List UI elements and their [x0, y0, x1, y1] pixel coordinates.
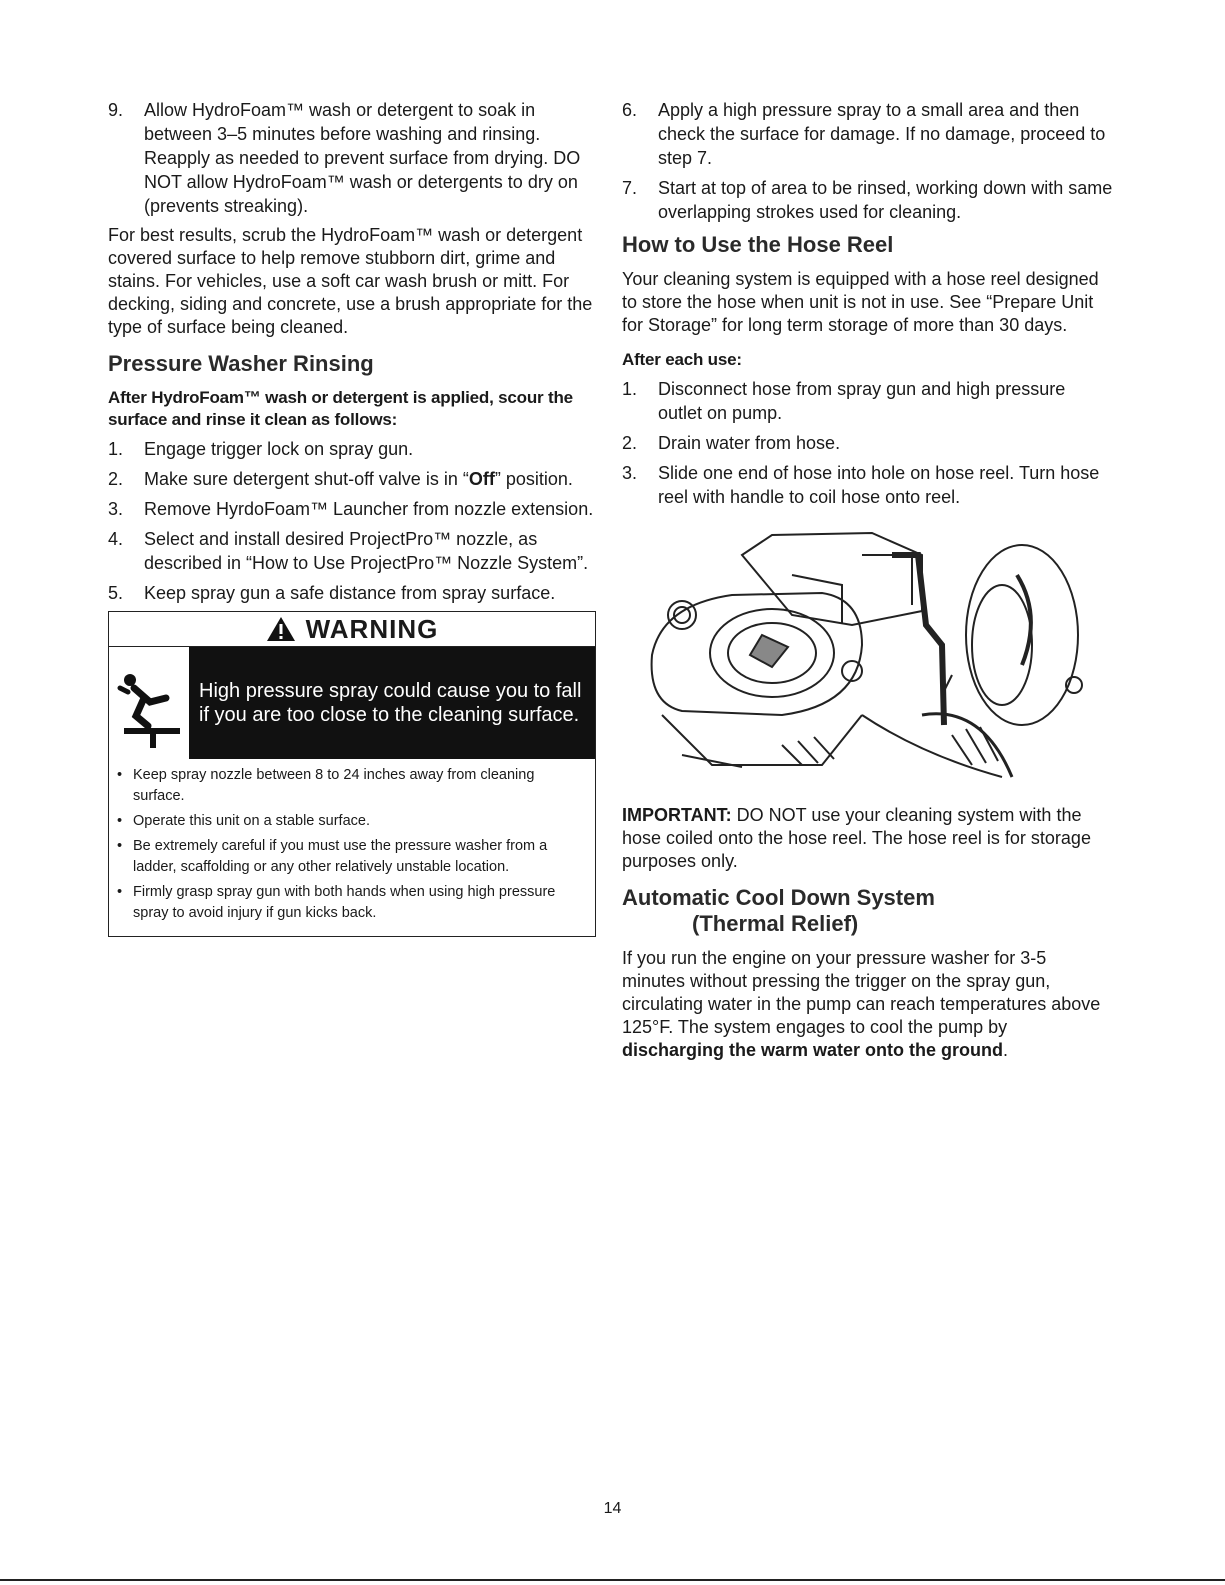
- rinse-step-4: [108, 527, 596, 575]
- step-text: Select and install desired ProjectPro™ nozzle, as described in “How to Use ProjectPro™ Nozzle System”.: [144, 529, 589, 573]
- step-number: 2.: [622, 433, 638, 453]
- rinse-step-2: [108, 467, 596, 491]
- off-label: Off: [468, 469, 495, 489]
- warning-bullet: • Firmly grasp spray gun with both hands when using high pressure spray to avoid injury if gun kicks back.: [117, 882, 585, 924]
- step-number: 2.: [108, 469, 124, 489]
- best-results-paragraph: For best results, scrub the HydroFoam™ wash or detergent covered surface to help remove stubborn dirt, grime and stains. For vehicles, use a soft car wash brush or mitt. For decking, siding and concrete, use a brush appropriate for the type of surface being cleaned.: [108, 225, 593, 337]
- step-number: 3.: [622, 463, 638, 483]
- rinse-step-1: [108, 437, 596, 461]
- step-text-after: ” position.: [494, 469, 573, 489]
- warning-message-line-1: High pressure spray could cause you to fall: [199, 680, 582, 702]
- step-number: 6.: [622, 100, 638, 120]
- cool-down-heading-line-1: Automatic Cool Down System: [622, 885, 935, 910]
- important-note: [622, 804, 1114, 873]
- important-label: IMPORTANT:: [622, 805, 732, 825]
- warning-message: [189, 679, 581, 727]
- falling-person-icon: [109, 647, 189, 759]
- rinsing-intro: After HydroFoam™ wash or detergent is applied, scour the surface and rinse it clean as follows:: [108, 388, 573, 429]
- cool-down-end: .: [1003, 1040, 1009, 1060]
- warning-box: [108, 611, 596, 937]
- page-number: 14: [603, 1500, 622, 1517]
- cool-down-bold-text: discharging the warm water onto the ground: [622, 1040, 1004, 1060]
- warning-title: WARNING: [305, 613, 439, 644]
- step-text: Disconnect hose from spray gun and high pressure outlet on pump.: [658, 379, 1066, 423]
- step-number: 7.: [622, 178, 638, 198]
- warning-bullet-text: Be extremely careful if you must use the pressure washer from a ladder, scaffolding or any other relatively unstable location.: [133, 838, 548, 875]
- hose-step-1: [622, 377, 1114, 425]
- cool-down-paragraph: [622, 947, 1114, 1062]
- rinse-step-6: [622, 98, 1114, 170]
- step-number: 1.: [108, 439, 124, 459]
- warning-bullet-text: Firmly grasp spray gun with both hands when using high pressure spray to avoid injury if gun kicks back.: [133, 884, 556, 921]
- warning-bullet: • Operate this unit on a stable surface.: [117, 811, 585, 832]
- step-number: 9.: [108, 100, 124, 120]
- warning-title-bar: [109, 612, 595, 647]
- bottom-rule: [0, 1579, 1225, 1581]
- after-each-use-label: After each use:: [622, 350, 742, 369]
- step-number: 3.: [108, 499, 124, 519]
- step-number: 4.: [108, 529, 124, 549]
- step-text: Allow HydroFoam™ wash or detergent to soak in between 3–5 minutes before washing and rinsing. Reapply as needed to prevent surface from drying. DO NOT allow HydroFoam™ wash or detergents to dry on (prevents streaking).: [144, 100, 581, 216]
- warning-list: [109, 759, 595, 936]
- rinse-step-3: [108, 497, 596, 521]
- cool-down-heading: [622, 885, 1114, 937]
- cool-down-text: If you run the engine on your pressure washer for 3-5 minutes without pressing the trigger on the spray gun, circulating water in the pump can reach temperatures above 125°F. The system engages to cool the pump by: [622, 948, 1101, 1037]
- warning-message-line-2: if you are too close to the cleaning surface.: [199, 704, 580, 726]
- rinsing-heading: Pressure Washer Rinsing: [108, 351, 374, 376]
- cool-down-heading-line-2: (Thermal Relief): [692, 911, 859, 936]
- important-text: DO NOT use your cleaning system with the hose coiled onto the hose reel. The hose reel is for storage purposes only.: [622, 805, 1091, 871]
- step-number: 1.: [622, 379, 638, 399]
- warning-bullet-text: Operate this unit on a stable surface.: [133, 813, 370, 829]
- hose-step-3: [622, 461, 1114, 509]
- warning-message-band: [109, 647, 595, 759]
- rinse-step-5: [108, 581, 596, 605]
- step-9: [108, 98, 596, 218]
- step-text: [144, 467, 596, 491]
- right-column: [622, 98, 1114, 1074]
- hose-reel-illustration: [622, 515, 1102, 785]
- hose-reel-paragraph: Your cleaning system is equipped with a hose reel designed to store the hose when unit is not in use. See “Prepare Unit for Storage” for long term storage of more than 30 days.: [622, 269, 1099, 335]
- warning-bullet: • Keep spray nozzle between 8 to 24 inches away from cleaning surface.: [117, 765, 585, 807]
- left-column: [108, 98, 596, 937]
- warning-triangle-icon: [266, 616, 296, 642]
- step-text: Keep spray gun a safe distance from spray surface.: [144, 583, 556, 603]
- warning-bullet: • Be extremely careful if you must use the pressure washer from a ladder, scaffolding or any other relatively unstable location.: [117, 836, 585, 878]
- step-number: 5.: [108, 583, 124, 603]
- step-text: Apply a high pressure spray to a small area and then check the surface for damage. If no damage, proceed to step 7.: [658, 100, 1106, 168]
- warning-bullet-text: Keep spray nozzle between 8 to 24 inches away from cleaning surface.: [133, 767, 535, 804]
- step-text: Start at top of area to be rinsed, working down with same overlapping strokes used for cleaning.: [658, 178, 1113, 222]
- step-text: Drain water from hose.: [658, 433, 841, 453]
- step-text: Engage trigger lock on spray gun.: [144, 439, 414, 459]
- step-text: Slide one end of hose into hole on hose reel. Turn hose reel with handle to coil hose onto reel.: [658, 463, 1100, 507]
- hose-reel-heading: How to Use the Hose Reel: [622, 232, 894, 257]
- hose-step-2: [622, 431, 1114, 455]
- step-text-before: Make sure detergent shut-off valve is in “: [144, 469, 469, 489]
- step-text: Remove HyrdoFoam™ Launcher from nozzle extension.: [144, 499, 594, 519]
- rinse-step-7: [622, 176, 1114, 224]
